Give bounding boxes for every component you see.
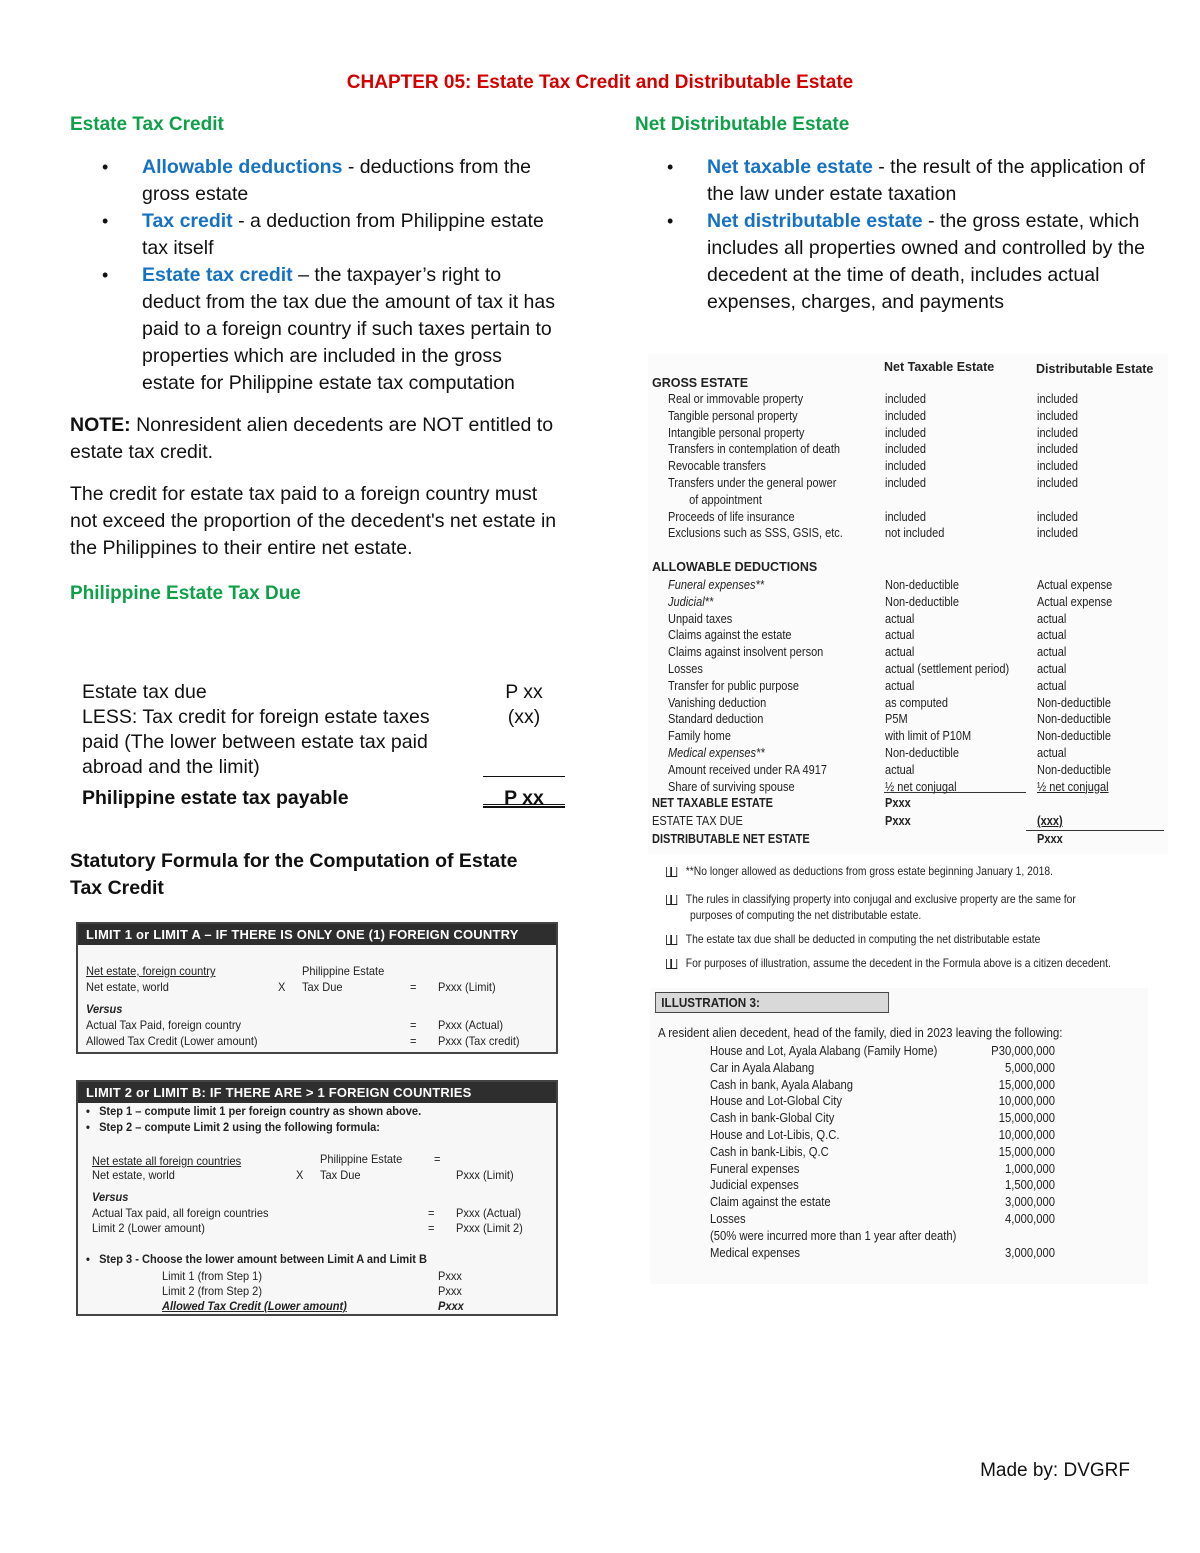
table-cell: Actual expense: [1037, 594, 1113, 609]
item-value: 15,000,000: [998, 1144, 1055, 1159]
item-value: 5,000,000: [1004, 1060, 1055, 1075]
table-cell: actual: [1037, 662, 1067, 676]
tax-due-label: Tax Due: [320, 1168, 361, 1182]
item-label: Claim against the estate: [710, 1195, 831, 1210]
distributable-rule: [1026, 830, 1164, 831]
list-item: • Net distributable estate - the gross estate, which includes all properties owned and controlled by the decedent at the time of death, includes actual expenses, charges, and payments: [635, 208, 1155, 316]
limit-value: Pxxx (Limit): [438, 980, 496, 994]
item-value: 10,000,000: [998, 1094, 1055, 1109]
item-label: Judicial expenses: [710, 1178, 799, 1193]
table-cell: Family home: [668, 729, 731, 744]
limit-2-from-step-label: Limit 2 (from Step 2): [162, 1284, 263, 1298]
list-item: • Allowable deductions - deductions from the gross estate: [70, 154, 560, 208]
note-2-continued: purposes of computing the net distributable estate.: [690, 908, 922, 922]
actual-tax-label: Actual Tax Paid, foreign country: [86, 1018, 242, 1032]
table-cell: not included: [885, 526, 945, 541]
limit-2-label: Limit 2 (Lower amount): [92, 1221, 205, 1235]
table-cell: Non-deductible: [1037, 729, 1112, 744]
note-3: The estate tax due shall be deducted in computing the net distributable estate: [666, 932, 1040, 946]
tax-due-label: Tax Due: [302, 980, 343, 994]
table-cell: Transfers in contemplation of death: [668, 442, 841, 457]
author-credit: Made by: DVGRF: [980, 1460, 1130, 1481]
list-item: • Net taxable estate - the result of the application of the law under estate taxation: [635, 154, 1155, 208]
table-cell: actual: [1037, 611, 1067, 626]
table-cell: included: [885, 476, 926, 490]
table-cell: included: [885, 509, 926, 524]
table-cell: Medical expenses**: [668, 746, 765, 760]
estate-tax-due-heading: Philippine Estate Tax Due: [70, 583, 301, 604]
allowed-credit-value: Pxxx: [438, 1299, 464, 1313]
multiply-sign: X: [278, 980, 286, 994]
table-cell: included: [1037, 442, 1078, 457]
table-cell: actual: [1037, 628, 1067, 643]
item-value: 1,000,000: [1004, 1161, 1055, 1176]
allowable-deductions-heading: ALLOWABLE DEDUCTIONS: [652, 560, 818, 574]
philippine-estate-label: Philippine Estate: [320, 1152, 403, 1166]
allowed-credit-label: Allowed Tax Credit (Lower amount): [86, 1034, 258, 1048]
versus-label: Versus: [86, 1002, 123, 1016]
table-cell: Non-deductible: [885, 578, 960, 592]
table-cell: actual: [885, 611, 915, 626]
formula-denominator: Net estate, world: [86, 980, 169, 994]
table-cell: Non-deductible: [885, 594, 960, 609]
table-cell: included: [1037, 459, 1078, 474]
step-3-text: Step 3 - Choose the lower amount between Limit A and Limit B: [99, 1252, 428, 1266]
table-cell: included: [1037, 425, 1078, 440]
table-cell: Share of surviving spouse: [668, 779, 795, 794]
illustration-3-box: [650, 988, 1148, 1284]
table-cell: Non-deductible: [1037, 712, 1112, 727]
item-label: House and Lot-Libis, Q.C.: [710, 1128, 840, 1142]
note-paragraph: NOTE: Nonresident alien decedents are NOT entitled to estate tax credit.: [70, 414, 554, 463]
due-row-tax-credit: LESS: Tax credit for foreign estate taxes paid (The lower between estate tax paid abroad and the limit) (xx): [82, 706, 541, 778]
actual-tax-value: Pxxx (Actual): [456, 1206, 522, 1220]
book-icon: [666, 895, 677, 905]
table-cell: Claims against insolvent person: [668, 645, 824, 660]
distributable-definitions-list: [635, 154, 1155, 316]
table-cell: included: [1037, 392, 1078, 406]
step-2-text: Step 2 – compute Limit 2 using the following formula:: [99, 1120, 380, 1134]
item-label: Funeral expenses: [710, 1161, 800, 1176]
limit-2-from-step-value: Pxxx: [438, 1284, 462, 1298]
limit-1-from-step-value: Pxxx: [438, 1269, 462, 1283]
estate-tax-credit-heading: Estate Tax Credit: [70, 114, 224, 135]
table-notes: [666, 864, 1156, 974]
table-cell: actual: [885, 628, 915, 643]
table-cell: Revocable transfers: [668, 459, 766, 474]
table-cell: actual: [885, 645, 915, 660]
allowed-credit-value: Pxxx (Tax credit): [438, 1034, 520, 1048]
credit-limit-paragraph: The credit for estate tax paid to a foreign country must not exceed the proportion of the decedent's net estate in the Philippines to their entire net estate.: [70, 483, 557, 559]
equals-sign: =: [410, 980, 417, 994]
book-icon: [666, 867, 677, 877]
table-cell: ½ net conjugal: [885, 779, 957, 794]
table-cell: Losses: [668, 662, 703, 676]
table-cell: actual: [1037, 645, 1067, 660]
gross-estate-heading: GROSS ESTATE: [652, 376, 749, 390]
estate-comparison-table: Net Taxable Estate Distributable Estate GROSS ESTATE Real or immovable property included included Tangible personal property included included Intangible personal property included included Transfers in contemplation of death included included Revocable transfers included included Transfers under the general power included included of appointment Proceeds of life insurance included included Exclusions such as SSS, GSIS, etc. not included included ALLOWABLE DEDUCTIONS Funeral expenses** Non-deductible Actual expense Judicial** Non-deductible Actual expense Unpaid taxes actual actual Claims against the estate actual actual Claims against insolvent person actual actual Losses actual (settlement period) actual Transfer for public purpose actual actual Vanishing deduction as computed Non-deductible Standard deduction P5M Non-deductible Family home with limit of P10M Non-deductible Medical expenses** Non-deductible actual Amount received under RA 4917 actual Non-deductible Share of surviving spouse ½ net conjugal ½ net conjugal NET TAXABLE ESTATE Pxxx ESTATE TAX DUE Pxxx (xxx) DISTRIBUTABLE NET ESTATE Pxxx: [648, 354, 1168, 854]
table-cell: Vanishing deduction: [668, 695, 767, 710]
limit-1-box: [76, 922, 558, 1054]
table-cell: Intangible personal property: [668, 425, 805, 440]
list-item: • Tax credit - a deduction from Philippine estate tax itself: [70, 208, 560, 262]
table-cell: Unpaid taxes: [668, 611, 733, 626]
limit-1-from-step-label: Limit 1 (from Step 1): [162, 1269, 263, 1283]
table-cell: Non-deductible: [1037, 695, 1112, 710]
equals-sign: =: [410, 1018, 417, 1032]
table-cell: Actual expense: [1037, 578, 1113, 592]
book-icon: [666, 959, 677, 969]
item-label: House and Lot, Ayala Alabang (Family Home): [710, 1044, 938, 1058]
table-cell: Non-deductible: [1037, 762, 1112, 777]
estate-tax-due-table: [70, 680, 565, 811]
illustration-header: ILLUSTRATION 3:: [655, 992, 889, 1013]
table-cell: Non-deductible: [885, 746, 960, 760]
limit-value: Pxxx (Limit): [456, 1168, 514, 1182]
table-cell: of appointment: [689, 492, 762, 507]
item-label: House and Lot-Global City: [710, 1094, 842, 1109]
formula-denominator: Net estate, world: [92, 1168, 175, 1182]
book-icon: [666, 935, 677, 945]
table-cell: included: [885, 408, 926, 423]
table-cell: included: [885, 425, 926, 440]
note-1: **No longer allowed as deductions from gross estate beginning January 1, 2018.: [666, 864, 1053, 878]
col-header-distributable: Distributable Estate: [1036, 362, 1154, 376]
table-cell: as computed: [885, 695, 948, 710]
item-value: 10,000,000: [998, 1128, 1055, 1142]
item-value: 3,000,000: [1004, 1245, 1055, 1260]
net-distributable-heading: Net Distributable Estate: [635, 114, 850, 135]
actual-tax-value: Pxxx (Actual): [438, 1018, 504, 1032]
item-value: 15,000,000: [998, 1077, 1055, 1092]
credit-definitions-list: [70, 154, 560, 397]
table-cell: included: [1037, 476, 1078, 490]
due-row-estate-tax: Estate tax due P xx: [82, 681, 543, 703]
note-2: The rules in classifying property into conjugal and exclusive property are the same for: [666, 892, 1076, 906]
table-cell: Tangible personal property: [668, 408, 798, 423]
table-cell: included: [885, 442, 926, 457]
equals-sign: =: [428, 1206, 435, 1220]
actual-tax-label: Actual Tax paid, all foreign countries: [92, 1206, 269, 1220]
step-1-text: Step 1 – compute limit 1 per foreign country as shown above.: [99, 1104, 422, 1118]
equals-sign: =: [434, 1152, 441, 1166]
table-cell: with limit of P10M: [885, 729, 972, 744]
limit-2-box: LIMIT 2 or LIMIT B: IF THERE ARE > 1 FOREIGN COUNTRIES • Step 1 – compute limit 1 per foreign country as shown above. • Step 2 – compute Limit 2 using the following formula: Net estate all foreign countries Net estate, world X Philippine Estate Tax Due = Pxxx (Limit) Versus Actual Tax paid, all foreign countries = Pxxx (Actual) Limit 2 (Lower amount) = Pxxx (Limit 2) • Step 3 - Choose the lower amount between Limit A and Limit B Limit 1 (from Step 1) Pxxx Limit 2 (from Step 2) Pxxx Allowed Tax Credit (Lower amount) Pxxx: [76, 1080, 558, 1316]
table-cell: Claims against the estate: [668, 628, 792, 643]
philippine-estate-label: Philippine Estate: [302, 964, 385, 978]
col-header-net-taxable: Net Taxable Estate: [884, 360, 995, 374]
formula-numerator: Net estate all foreign countries: [92, 1154, 242, 1168]
table-cell: actual: [885, 678, 915, 693]
left-column: [70, 114, 560, 605]
illustration-intro: A resident alien decedent, head of the family, died in 2023 leaving the following:: [658, 1026, 1063, 1040]
limit-2-value: Pxxx (Limit 2): [456, 1221, 523, 1235]
table-cell: ½ net conjugal: [1037, 779, 1109, 794]
page-title: CHAPTER 05: Estate Tax Credit and Distributable Estate: [346, 72, 854, 93]
table-cell: Standard deduction: [668, 712, 764, 727]
table-cell: included: [1037, 408, 1078, 423]
item-label: Losses: [710, 1212, 746, 1226]
table-cell: Transfer for public purpose: [668, 678, 800, 693]
item-label: Car in Ayala Alabang: [710, 1060, 815, 1075]
limit-2-header: LIMIT 2 or LIMIT B: IF THERE ARE > 1 FOREIGN COUNTRIES: [78, 1082, 556, 1103]
table-cell: actual: [1037, 678, 1067, 693]
table-cell: included: [885, 459, 926, 474]
note-4: For purposes of illustration, assume the decedent in the Formula above is a citizen decedent.: [666, 956, 1111, 970]
table-cell: Judicial**: [668, 594, 714, 609]
item-label: Medical expenses: [710, 1245, 801, 1260]
right-column: [635, 114, 1155, 316]
item-value: 4,000,000: [1004, 1212, 1055, 1226]
item-value: 3,000,000: [1004, 1195, 1055, 1210]
item-label: Cash in bank-Libis, Q.C: [710, 1144, 829, 1159]
item-value: 15,000,000: [998, 1111, 1055, 1126]
statutory-formula-heading: Statutory Formula for the Computation of Estate Tax Credit: [70, 850, 518, 899]
versus-label: Versus: [92, 1190, 129, 1204]
table-cell: actual: [885, 762, 915, 777]
table-cell: Real or immovable property: [668, 392, 804, 406]
table-cell: P5M: [885, 712, 908, 727]
formula-numerator: Net estate, foreign country: [86, 964, 216, 978]
table-cell: Funeral expenses**: [668, 578, 765, 592]
item-label: Cash in bank, Ayala Alabang: [710, 1077, 854, 1092]
table-cell: Transfers under the general power: [668, 476, 837, 490]
equals-sign: =: [428, 1221, 435, 1235]
due-row-payable: Philippine estate tax payable P xx: [82, 787, 544, 809]
table-cell: included: [885, 392, 926, 406]
total-double-rule: [483, 804, 565, 808]
table-cell: Exclusions such as SSS, GSIS, etc.: [668, 526, 843, 541]
table-cell: included: [1037, 509, 1078, 524]
equals-sign: =: [410, 1034, 417, 1048]
list-item: • Estate tax credit – the taxpayer’s right to deduct from the tax due the amount of tax it has paid to a foreign country if such taxes pertain to properties which are included in the gross estate for Philippine estate tax computation: [70, 262, 560, 397]
table-cell: Proceeds of life insurance: [668, 509, 795, 524]
allowed-credit-label: Allowed Tax Credit (Lower amount): [162, 1299, 347, 1313]
table-cell: actual: [1037, 746, 1067, 760]
item-label: Cash in bank-Global City: [710, 1111, 835, 1126]
subtotal-rule: [884, 792, 1026, 793]
item-label: (50% were incurred more than 1 year after death): [710, 1228, 957, 1243]
item-value: P30,000,000: [991, 1044, 1055, 1058]
table-cell: actual (settlement period): [885, 662, 1010, 676]
limit-1-header: LIMIT 1 or LIMIT A – IF THERE IS ONLY ONE (1) FOREIGN COUNTRY: [78, 924, 556, 945]
table-cell: Amount received under RA 4917: [668, 762, 827, 777]
multiply-sign: X: [296, 1168, 304, 1182]
item-value: 1,500,000: [1004, 1178, 1055, 1193]
subtotal-rule: [483, 776, 565, 777]
table-cell: included: [1037, 526, 1078, 541]
